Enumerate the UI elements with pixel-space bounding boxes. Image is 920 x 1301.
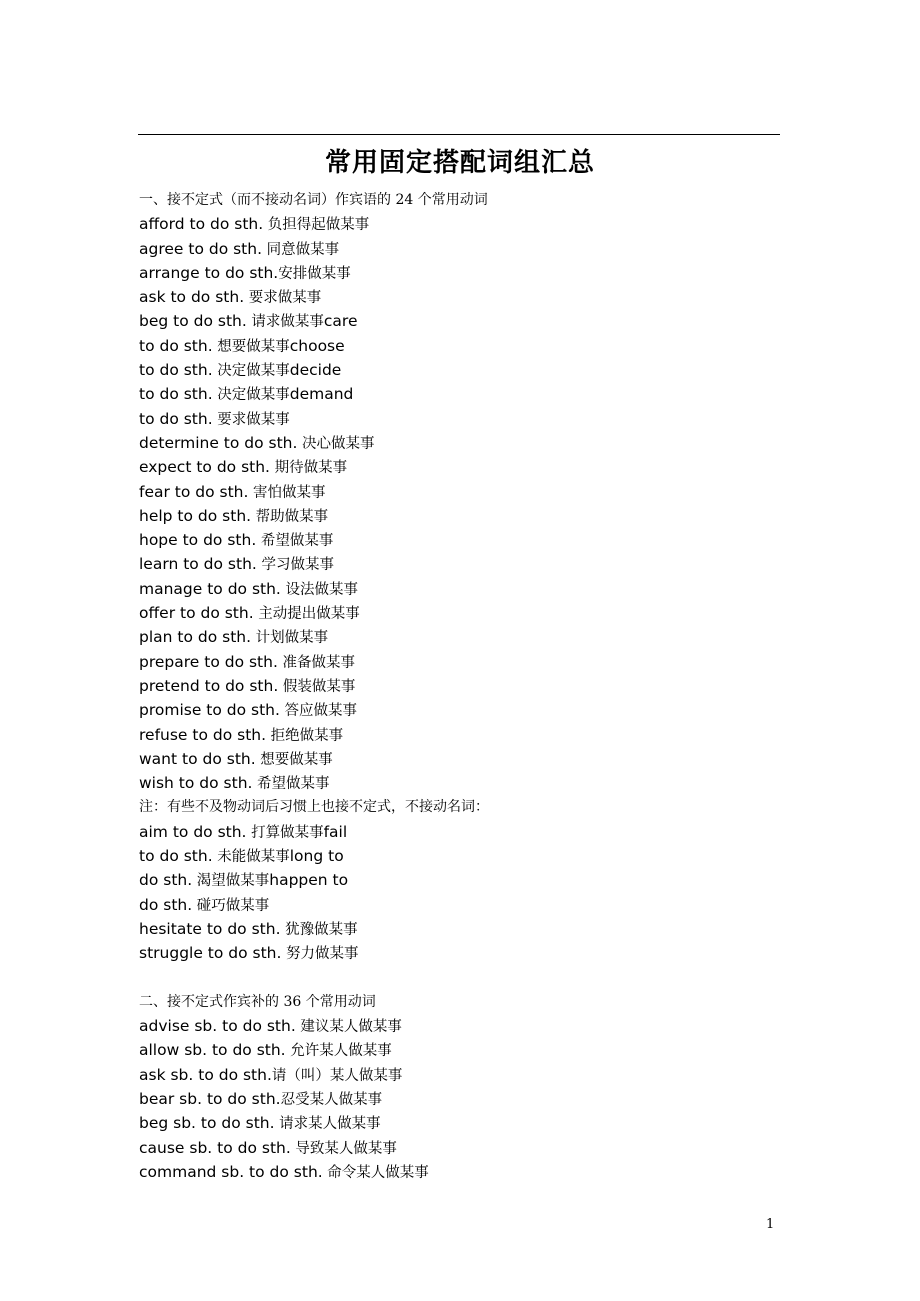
phrase-english: beg sb. to do sth. xyxy=(139,1114,275,1133)
phrase-english-continued: fail xyxy=(323,822,348,841)
phrase-line xyxy=(139,455,799,479)
phrase-chinese: 期待做某事 xyxy=(269,460,348,477)
phrase-chinese: 同意做某事 xyxy=(262,241,340,258)
phrase-line xyxy=(139,382,799,406)
phrase-line xyxy=(139,285,799,309)
phrase-line xyxy=(139,480,799,504)
phrase-line xyxy=(139,1136,799,1160)
phrase-line xyxy=(139,601,799,625)
phrase-chinese: 决心做某事 xyxy=(297,435,375,452)
phrase-english: manage to do sth. xyxy=(139,579,281,598)
phrase-chinese: 主动提出做某事 xyxy=(253,606,360,623)
phrase-english: struggle to do sth. xyxy=(139,944,282,963)
phrase-line xyxy=(139,1063,799,1087)
phrase-chinese: 忍受某人做某事 xyxy=(280,1091,383,1108)
phrase-english: wish to do sth. xyxy=(139,774,253,793)
section-gap xyxy=(139,966,799,990)
phrase-english: fear to do sth. xyxy=(139,482,249,501)
phrase-chinese: 命令某人做某事 xyxy=(322,1164,429,1181)
phrase-english: to do sth. xyxy=(139,336,213,355)
phrase-english: offer to do sth. xyxy=(139,604,254,623)
phrase-line xyxy=(139,868,799,892)
section-2-heading: 二、接不定式作宾补的 36 个常用动词 xyxy=(139,993,376,1010)
phrase-line xyxy=(139,212,799,236)
phrase-chinese: 准备做某事 xyxy=(277,654,355,671)
phrase-chinese: 计划做某事 xyxy=(251,630,329,647)
phrase-english: pretend to do sth. xyxy=(139,676,279,695)
phrase-line xyxy=(139,1160,799,1184)
phrase-line xyxy=(139,1087,799,1111)
phrase-chinese: 学习做某事 xyxy=(256,557,334,574)
phrase-line xyxy=(139,237,799,261)
phrase-english: prepare to do sth. xyxy=(139,652,278,671)
phrase-chinese: 要求做某事 xyxy=(244,290,322,307)
phrase-chinese: 打算做某事 xyxy=(246,824,324,841)
page-title: 常用固定搭配词组汇总 xyxy=(324,148,595,178)
phrase-chinese: 碰巧做某事 xyxy=(192,897,270,914)
phrase-english: command sb. to do sth. xyxy=(139,1162,323,1181)
phrase-english: do sth. xyxy=(139,895,193,914)
phrase-english: bear sb. to do sth. xyxy=(139,1089,281,1108)
page-number: 1 xyxy=(766,1217,775,1232)
section-1-note-list xyxy=(139,820,799,966)
phrase-line xyxy=(139,577,799,601)
phrase-english-continued: care xyxy=(323,312,358,331)
phrase-english: want to do sth. xyxy=(139,749,256,768)
phrase-english: help to do sth. xyxy=(139,506,252,525)
section-1-heading: 一、接不定式（而不接动名词）作宾语的 24 个常用动词 xyxy=(139,192,488,208)
phrase-english: promise to do sth. xyxy=(139,701,280,720)
phrase-line xyxy=(139,261,799,285)
phrase-line xyxy=(139,917,799,941)
phrase-english-continued: long to xyxy=(289,847,344,866)
phrase-line xyxy=(139,723,799,747)
phrase-english: aim to do sth. xyxy=(139,822,247,841)
phrase-line xyxy=(139,431,799,455)
header-rule xyxy=(138,134,780,135)
phrase-line xyxy=(139,528,799,552)
phrase-line xyxy=(139,771,799,795)
phrase-english: plan to do sth. xyxy=(139,628,252,647)
phrase-english: agree to do sth. xyxy=(139,239,263,258)
phrase-chinese: 渴望做某事 xyxy=(192,873,270,890)
phrase-line xyxy=(139,504,799,528)
phrase-chinese: 帮助做某事 xyxy=(251,508,329,525)
section-1-list xyxy=(139,212,799,795)
phrase-line xyxy=(139,407,799,431)
phrase-chinese: 希望做某事 xyxy=(252,776,330,793)
phrase-chinese: 设法做某事 xyxy=(280,581,358,598)
phrase-english: hope to do sth. xyxy=(139,531,257,550)
phrase-english: determine to do sth. xyxy=(139,433,298,452)
phrase-line xyxy=(139,1038,799,1062)
phrase-english: beg to do sth. xyxy=(139,312,247,331)
phrase-english-continued: choose xyxy=(289,336,345,355)
phrase-chinese: 决定做某事 xyxy=(212,363,290,380)
section-1-note: 注：有些不及物动词后习惯上也接不定式，不接动名词： xyxy=(139,799,489,816)
phrase-chinese: 未能做某事 xyxy=(212,849,290,866)
phrase-english: hesitate to do sth. xyxy=(139,919,281,938)
phrase-line xyxy=(139,747,799,771)
phrase-english: to do sth. xyxy=(139,361,213,380)
section-2-list xyxy=(139,1014,799,1184)
phrase-chinese: 想要做某事 xyxy=(255,751,333,768)
phrase-line xyxy=(139,358,799,382)
phrase-line xyxy=(139,820,799,844)
phrase-line xyxy=(139,309,799,333)
phrase-line xyxy=(139,1111,799,1135)
phrase-chinese: 假装做某事 xyxy=(278,678,356,695)
phrase-english-continued: happen to xyxy=(269,871,349,890)
phrase-chinese: 犹豫做某事 xyxy=(280,921,358,938)
phrase-english: afford to do sth. xyxy=(139,215,264,234)
phrase-line xyxy=(139,625,799,649)
phrase-line xyxy=(139,674,799,698)
phrase-chinese: 想要做某事 xyxy=(212,338,290,355)
phrase-chinese: 请求做某事 xyxy=(246,314,324,331)
phrase-english: arrange to do sth. xyxy=(139,263,279,282)
phrase-chinese: 努力做某事 xyxy=(281,946,359,963)
phrase-chinese: 拒绝做某事 xyxy=(266,727,344,744)
phrase-english: to do sth. xyxy=(139,847,213,866)
phrase-chinese: 导致某人做某事 xyxy=(290,1140,397,1157)
phrase-chinese: 害怕做某事 xyxy=(248,484,326,501)
phrase-english: advise sb. to do sth. xyxy=(139,1017,296,1036)
phrase-chinese: 安排做某事 xyxy=(278,265,351,282)
phrase-english: expect to do sth. xyxy=(139,458,270,477)
phrase-chinese: 决定做某事 xyxy=(212,387,290,404)
phrase-english: cause sb. to do sth. xyxy=(139,1138,291,1157)
phrase-english: allow sb. to do sth. xyxy=(139,1041,286,1060)
phrase-line xyxy=(139,844,799,868)
phrase-chinese: 建议某人做某事 xyxy=(295,1019,402,1036)
phrase-english-continued: demand xyxy=(289,385,354,404)
phrase-english: to do sth. xyxy=(139,385,213,404)
phrase-chinese: 请求某人做某事 xyxy=(274,1116,381,1133)
phrase-chinese: 要求做某事 xyxy=(212,411,290,428)
phrase-english-continued: decide xyxy=(289,361,342,380)
phrase-english: do sth. xyxy=(139,871,193,890)
phrase-chinese: 希望做某事 xyxy=(256,533,334,550)
phrase-english: refuse to do sth. xyxy=(139,725,267,744)
phrase-line xyxy=(139,698,799,722)
phrase-line xyxy=(139,334,799,358)
phrase-line xyxy=(139,941,799,965)
phrase-chinese: 允许某人做某事 xyxy=(285,1043,392,1060)
phrase-line xyxy=(139,552,799,576)
phrase-chinese: 负担得起做某事 xyxy=(263,217,370,234)
phrase-english: ask sb. to do sth. xyxy=(139,1065,272,1084)
phrase-line xyxy=(139,893,799,917)
phrase-line xyxy=(139,650,799,674)
phrase-english: to do sth. xyxy=(139,409,213,428)
document-body xyxy=(139,188,799,1184)
phrase-english: ask to do sth. xyxy=(139,288,245,307)
phrase-line xyxy=(139,1014,799,1038)
phrase-chinese: 请（叫）某人做某事 xyxy=(271,1067,403,1084)
phrase-chinese: 答应做某事 xyxy=(279,703,358,720)
phrase-english: learn to do sth. xyxy=(139,555,257,574)
